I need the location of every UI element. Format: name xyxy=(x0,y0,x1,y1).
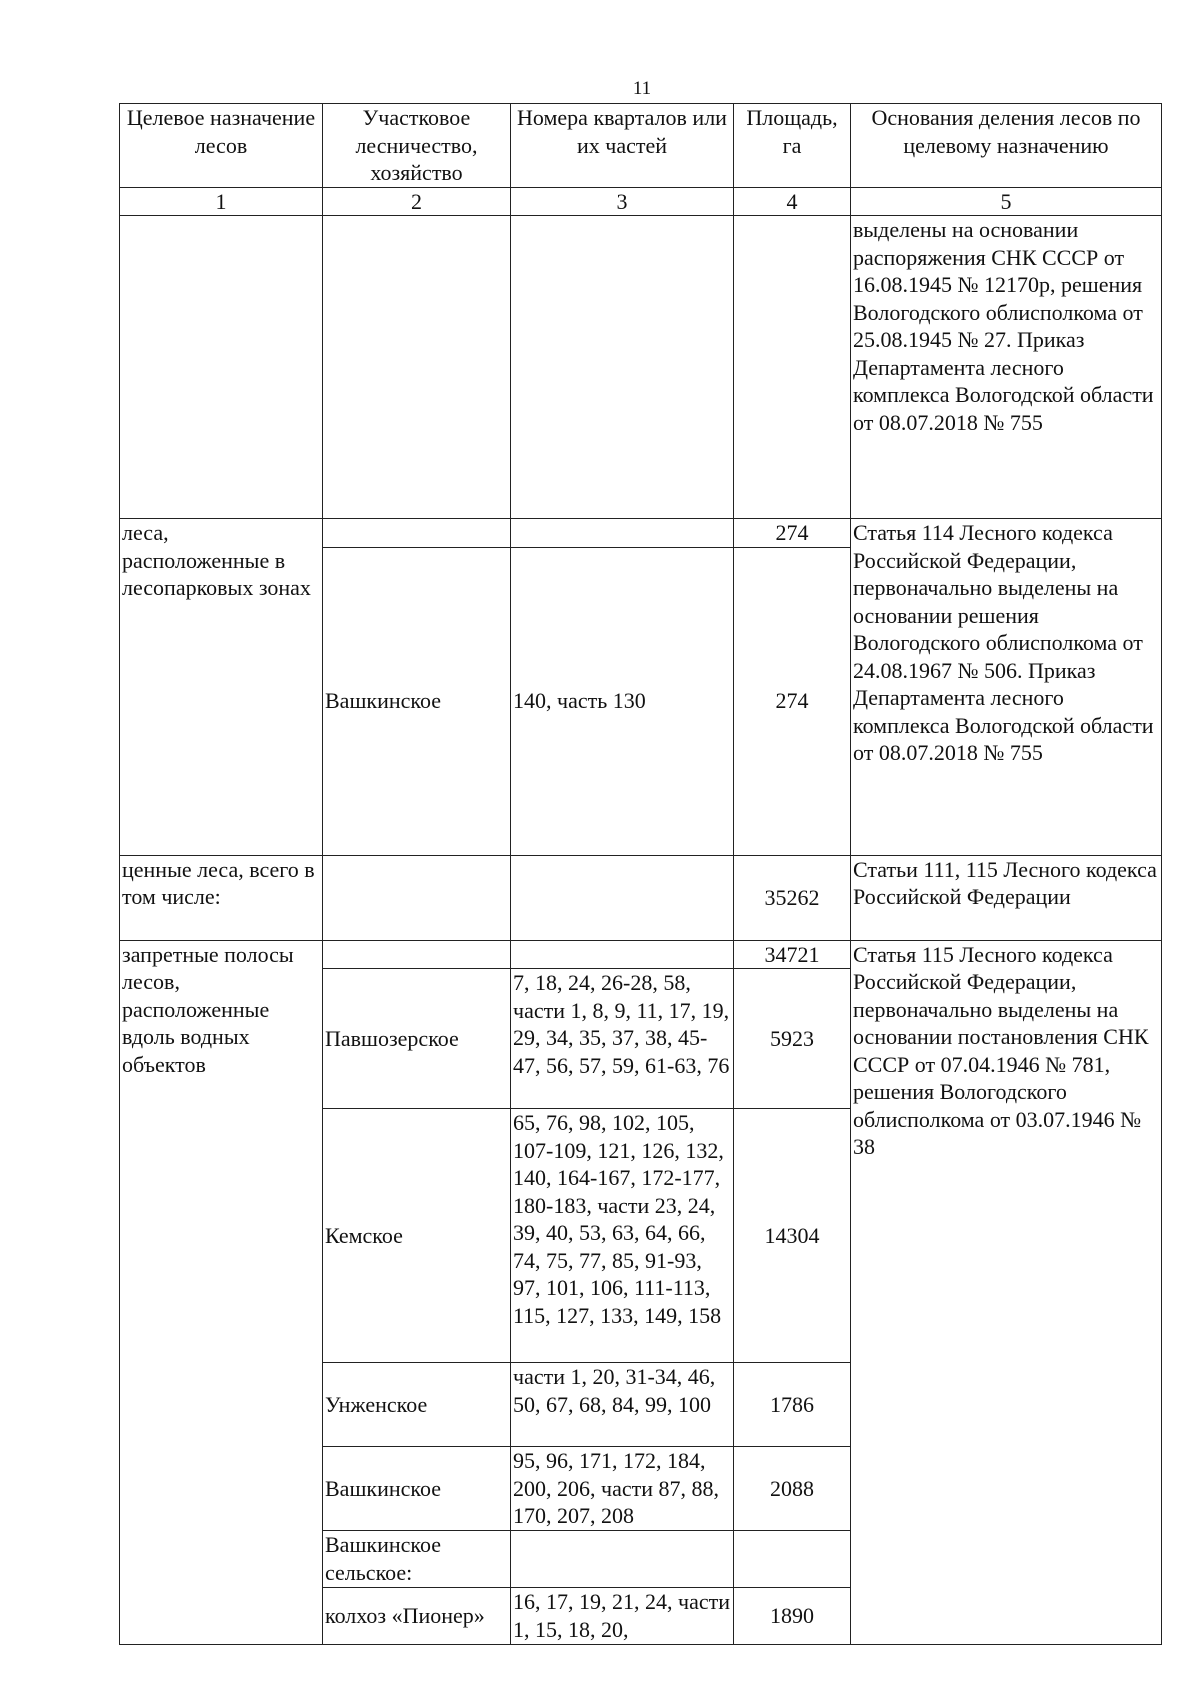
purpose-cell: запретные полосы лесов, расположенные вдоль водных объектов xyxy=(120,940,323,1645)
column-number-row xyxy=(120,187,1162,216)
area-cell: 35262 xyxy=(734,855,851,940)
district-cell: Унженское xyxy=(323,1363,511,1447)
district-cell: Павшозерское xyxy=(323,969,511,1109)
area-cell xyxy=(734,216,851,519)
district-cell xyxy=(323,855,511,940)
quarters-cell xyxy=(511,216,734,519)
area-cell: 5923 xyxy=(734,969,851,1109)
district-cell: Вашкинское xyxy=(323,1447,511,1531)
table-row xyxy=(120,216,1162,519)
district-cell xyxy=(323,940,511,969)
quarters-cell xyxy=(511,855,734,940)
district-cell xyxy=(323,519,511,548)
table-row xyxy=(120,940,1162,969)
header-area: Площадь, га xyxy=(734,104,851,188)
quarters-cell: 16, 17, 19, 21, 24, части 1, 15, 18, 20, xyxy=(511,1588,734,1645)
basis-cell: Статья 114 Лесного кодекса Российской Федерации, первоначально выделены на основании решения Вологодского облисполкома от 24.08.1967 № 506. Приказ Департамента лесного комплекса Вологодской области от 08.07.2018 № 755 xyxy=(851,519,1162,856)
column-number: 1 xyxy=(120,187,323,216)
basis-cell: выделены на основании распоряжения СНК СССР от 16.08.1945 № 12170р, решения Вологодского облисполкома от 25.08.1945 № 27. Приказ Департамента лесного комплекса Вологодской области от 08.07.2018 № 755 xyxy=(851,216,1162,519)
basis-cell: Статья 115 Лесного кодекса Российской Федерации, первоначально выделены на основании постановления СНК СССР от 07.04.1946 № 781, решения Вологодского облисполкома от 03.07.1946 № 38 xyxy=(851,940,1162,1645)
district-cell: Вашкинское xyxy=(323,547,511,855)
purpose-cell xyxy=(120,216,323,519)
table-row xyxy=(120,855,1162,940)
forest-purpose-table xyxy=(119,103,1162,1645)
district-cell: Вашкинское сельское: xyxy=(323,1531,511,1588)
column-number: 3 xyxy=(511,187,734,216)
area-cell: 274 xyxy=(734,519,851,548)
header-row xyxy=(120,104,1162,188)
quarters-cell: 65, 76, 98, 102, 105, 107-109, 121, 126, 132, 140, 164-167, 172-177, 180-183, части 23, 24, 39, 40, 53, 63, 64, 66, 74, 75, 77, 85, 91-93, 97, 101, 106, 111-113, 115, 127, 133, 149, 158 xyxy=(511,1109,734,1363)
area-cell: 274 xyxy=(734,547,851,855)
area-cell: 2088 xyxy=(734,1447,851,1531)
quarters-cell: 140, часть 130 xyxy=(511,547,734,855)
column-number: 2 xyxy=(323,187,511,216)
area-cell: 1890 xyxy=(734,1588,851,1645)
page-number: 11 xyxy=(632,78,652,99)
quarters-cell: 95, 96, 171, 172, 184, 200, 206, части 87, 88, 170, 207, 208 xyxy=(511,1447,734,1531)
quarters-cell: 7, 18, 24, 26-28, 58, части 1, 8, 9, 11, 17, 19, 29, 34, 35, 37, 38, 45-47, 56, 57, 59, 61-63, 76 xyxy=(511,969,734,1109)
quarters-cell xyxy=(511,1531,734,1588)
area-cell: 34721 xyxy=(734,940,851,969)
basis-cell: Статьи 111, 115 Лесного кодекса Российской Федерации xyxy=(851,855,1162,940)
area-cell: 1786 xyxy=(734,1363,851,1447)
column-number: 4 xyxy=(734,187,851,216)
district-cell: колхоз «Пионер» xyxy=(323,1588,511,1645)
quarters-cell xyxy=(511,940,734,969)
header-basis: Основания деления лесов по целевому назначению xyxy=(851,104,1162,188)
purpose-cell: леса, расположенные в лесопарковых зонах xyxy=(120,519,323,856)
district-cell: Кемское xyxy=(323,1109,511,1363)
header-district: Участковое лесничество, хозяйство xyxy=(323,104,511,188)
table-row xyxy=(120,519,1162,548)
area-cell: 14304 xyxy=(734,1109,851,1363)
header-purpose: Целевое назначение лесов xyxy=(120,104,323,188)
area-cell xyxy=(734,1531,851,1588)
district-cell xyxy=(323,216,511,519)
header-quarters: Номера кварталов или их частей xyxy=(511,104,734,188)
purpose-cell: ценные леса, всего в том числе: xyxy=(120,855,323,940)
column-number: 5 xyxy=(851,187,1162,216)
quarters-cell: части 1, 20, 31-34, 46, 50, 67, 68, 84, 99, 100 xyxy=(511,1363,734,1447)
quarters-cell xyxy=(511,519,734,548)
